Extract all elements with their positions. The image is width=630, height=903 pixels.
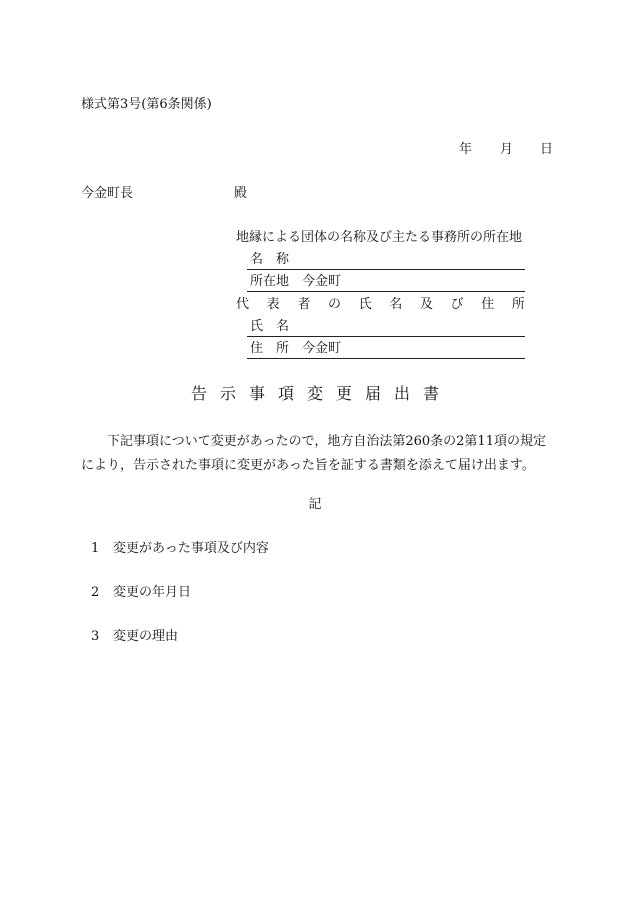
organization-address-field[interactable] bbox=[247, 274, 525, 292]
list-item bbox=[91, 541, 269, 557]
organization-name-field[interactable] bbox=[247, 252, 525, 270]
rep-heading-char: 表 bbox=[266, 297, 280, 312]
rep-heading-char: 代 bbox=[236, 297, 250, 312]
item-number: 3 bbox=[91, 629, 100, 644]
representative-name-field[interactable] bbox=[247, 319, 525, 337]
ki-heading: 記 bbox=[308, 497, 322, 512]
representative-name-label: 氏 名 bbox=[250, 319, 290, 334]
rep-heading-char: 及 bbox=[419, 297, 433, 312]
rep-heading-char: 名 bbox=[389, 297, 403, 312]
organization-name-label: 名 称 bbox=[250, 252, 290, 267]
list-item bbox=[91, 585, 191, 601]
date-year-label: 年 bbox=[459, 142, 473, 157]
item-label: 変更の年月日 bbox=[113, 585, 192, 600]
rep-heading-char: 住 bbox=[481, 297, 495, 312]
body-text: 下記事項について変更があったので，地方自治法第260条の2第11項の規定により，告示された事項に変更があった旨を証する書類を添えて届け出ます。 bbox=[81, 434, 546, 473]
form-number: 様式第3号(第6条関係) bbox=[81, 97, 212, 112]
date-month-label: 月 bbox=[500, 142, 514, 157]
rep-heading-char: 者 bbox=[297, 297, 311, 312]
rep-heading-char: 氏 bbox=[358, 297, 372, 312]
item-number: 1 bbox=[91, 541, 100, 556]
item-number: 2 bbox=[91, 585, 100, 600]
rep-heading-char: 所 bbox=[511, 297, 525, 312]
honorific: 殿 bbox=[234, 186, 248, 201]
organization-address-label: 所在地 今金町 bbox=[250, 274, 342, 289]
organization-heading: 地縁による団体の名称及び主たる事務所の所在地 bbox=[236, 230, 523, 245]
representative-heading bbox=[236, 297, 525, 313]
item-label: 変更の理由 bbox=[113, 629, 179, 644]
representative-address-label: 住 所 今金町 bbox=[250, 341, 342, 356]
list-item bbox=[91, 629, 178, 645]
addressee: 今金町長 bbox=[81, 186, 134, 201]
representative-address-field[interactable] bbox=[247, 341, 525, 359]
rep-heading-char: び bbox=[450, 297, 464, 312]
item-label: 変更があった事項及び内容 bbox=[113, 541, 269, 556]
date-day-label: 日 bbox=[540, 142, 554, 157]
document-title: 告示事項変更届出書 bbox=[190, 384, 452, 403]
rep-heading-char: の bbox=[327, 297, 341, 312]
